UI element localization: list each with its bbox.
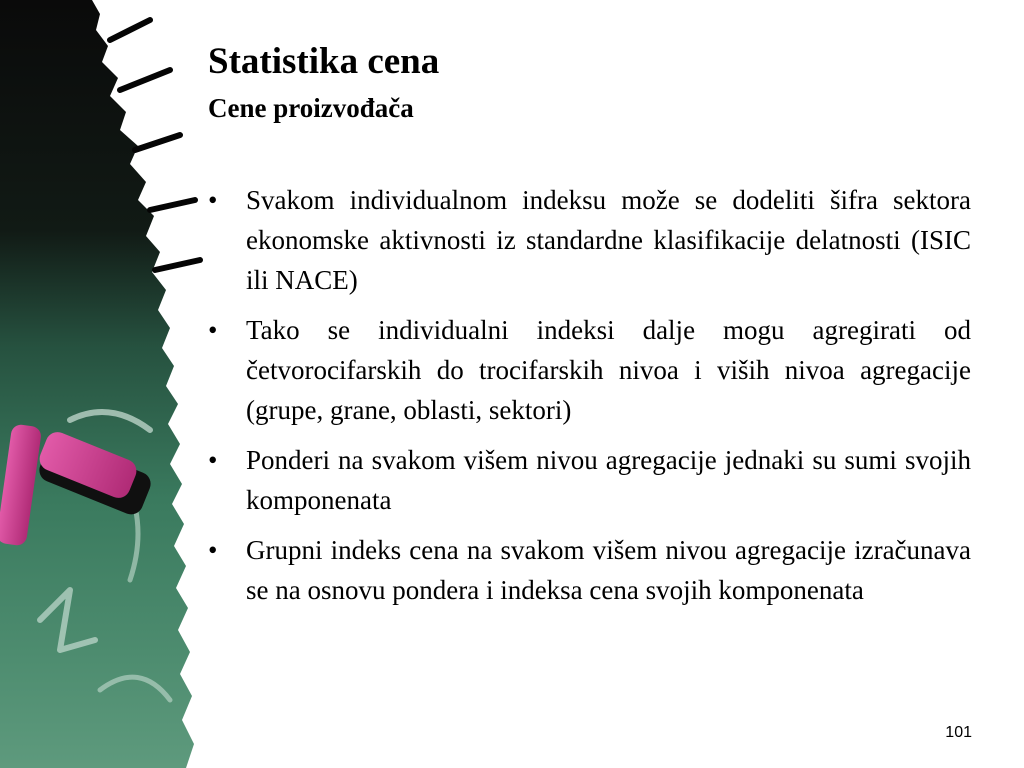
bullet-text: Ponderi na svakom višem nivou agregacije jednaki su sumi svojih komponenata	[246, 445, 971, 515]
slide-subtitle: Cene proizvođača	[208, 93, 414, 123]
bullet-icon: •	[208, 445, 218, 475]
bullet-item	[208, 310, 971, 430]
bullet-item	[208, 530, 971, 610]
bullet-item	[208, 440, 971, 520]
bullet-icon: •	[208, 535, 218, 565]
bullet-text: Svakom individualnom indeksu može se dodeliti šifra sektora ekonomske aktivnosti iz standardne klasifikacije delatnosti (ISIC ili NACE)	[246, 185, 971, 295]
bullet-text: Tako se individualni indeksi dalje mogu agregirati od četvorocifarskih do trocifarskih nivoa i viših nivoa agregacije (grupe, grane, oblasti, sektori)	[246, 315, 971, 425]
chalkboard-decoration	[0, 0, 220, 768]
bullet-icon: •	[208, 185, 218, 215]
bullet-item	[208, 180, 971, 300]
bullet-text: Grupni indeks cena na svakom višem nivou agregacije izračunava se na osnovu pondera i indeksa cena svojih komponenata	[246, 535, 971, 605]
slide-title: Statistika cena	[208, 41, 440, 82]
bullet-icon: •	[208, 315, 218, 345]
bullet-list	[208, 180, 971, 620]
page-number: 101	[945, 724, 972, 741]
